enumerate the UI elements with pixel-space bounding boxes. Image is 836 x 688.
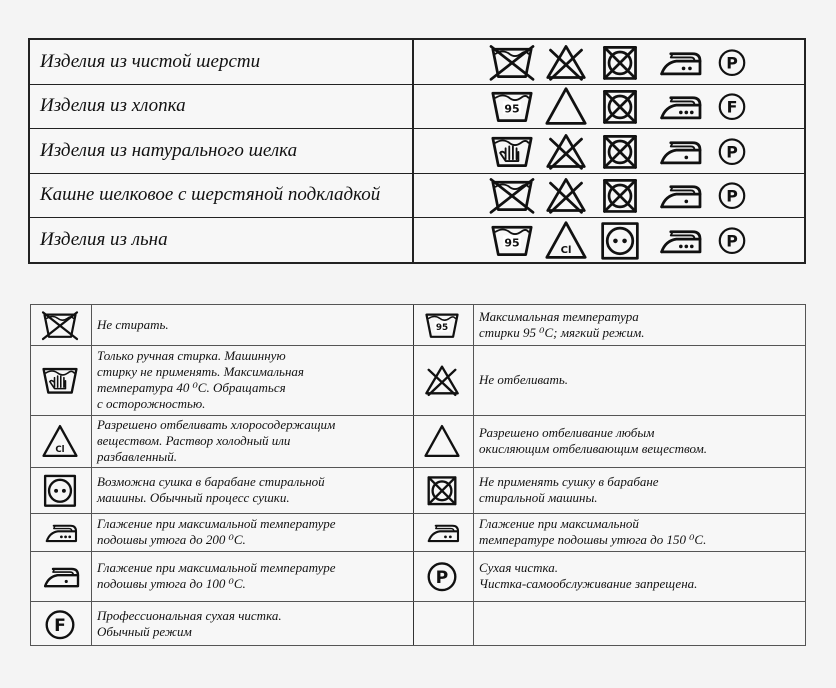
legend-text-line: машины. Обычный процесс сушки.	[97, 490, 290, 505]
legend-cell-right	[413, 551, 795, 601]
fabric-row	[30, 173, 804, 218]
svg-text:Cl: Cl	[560, 244, 572, 256]
legend-text-line: Чистка-самообслуживание запрещена.	[479, 576, 698, 591]
svg-text:F: F	[54, 616, 66, 637]
wash-95-icon	[488, 85, 536, 127]
legend-cell-right	[413, 345, 795, 415]
fabric-label: Изделия из чистой шерсти	[40, 51, 261, 72]
legend-text-line: Не стирать.	[97, 317, 169, 332]
fabric-label: Изделия из хлопка	[40, 95, 186, 117]
iron-2-dots-icon	[652, 41, 706, 83]
legend-text-line: Разрешено отбеливание любым	[479, 425, 655, 440]
legend-text-line: стиральной машины.	[479, 490, 598, 505]
legend-cell-right	[413, 601, 795, 647]
wash-95-icon	[488, 219, 536, 261]
svg-text:P: P	[726, 231, 738, 251]
svg-text:95: 95	[435, 323, 449, 334]
care-symbols-legend-table	[30, 304, 806, 646]
svg-text:P: P	[726, 142, 738, 162]
svg-text:Cl: Cl	[55, 444, 65, 455]
wash-95-icon	[419, 308, 469, 342]
legend-text-line: Только ручная стирка. Машинную	[97, 348, 286, 363]
fabric-icon-group	[412, 218, 806, 262]
dry-clean-p-icon	[714, 219, 750, 261]
legend-cell-left	[31, 601, 413, 647]
fabric-icon-group	[412, 129, 806, 173]
legend-cell-left	[31, 345, 413, 415]
legend-cell-left	[31, 551, 413, 601]
fabric-icon-group	[412, 40, 806, 84]
hand-wash-icon	[37, 362, 87, 398]
legend-text-line: с осторожностью.	[97, 396, 206, 411]
iron-3-dots-icon	[652, 219, 706, 261]
legend-text-line: Сухая чистка.	[479, 560, 559, 575]
legend-cell-right	[413, 513, 795, 551]
svg-text:P: P	[726, 53, 738, 73]
legend-text-line: окисляющим отбеливающим веществом.	[479, 441, 708, 456]
legend-text-line: Разрешено отбеливать хлоросодержащим	[97, 417, 336, 432]
fabric-care-table	[28, 38, 806, 264]
fabric-icon-group	[412, 173, 806, 217]
legend-cell-right	[413, 305, 795, 345]
no-tumble-dry-icon	[596, 41, 644, 83]
dry-clean-f-icon	[37, 606, 87, 642]
legend-text-line: Не отбеливать.	[479, 372, 569, 387]
dry-clean-f-icon	[714, 85, 750, 127]
no-tumble-dry-icon	[596, 130, 644, 172]
legend-text-line: веществом. Раствор холодный или	[97, 433, 291, 448]
legend-text-line: Возможна сушка в барабане стиральной	[97, 474, 325, 489]
no-bleach-icon	[542, 41, 590, 83]
dry-clean-p-icon	[419, 558, 469, 594]
no-tumble-dry-icon	[596, 85, 644, 127]
legend-text-line: Глажение при максимальной температуре	[97, 560, 336, 575]
tumble-dry-icon	[596, 219, 644, 261]
legend-text-line: Обычный режим	[97, 624, 192, 639]
legend-text-line: Не применять сушку в барабане	[479, 474, 659, 489]
legend-text-line: подошвы утюга до 100 ⁰С.	[97, 576, 246, 591]
legend-text-line: Глажение при максимальной	[479, 516, 639, 531]
no-wash-icon	[488, 174, 536, 216]
iron-1-dot-icon	[37, 558, 87, 594]
legend-cell-left	[31, 305, 413, 345]
dry-clean-p-icon	[714, 174, 750, 216]
svg-text:P: P	[726, 186, 738, 206]
fabric-row	[30, 129, 804, 174]
tumble-dry-icon	[37, 472, 87, 508]
bleach-icon	[542, 85, 590, 127]
no-bleach-icon	[542, 174, 590, 216]
dry-clean-p-icon	[714, 130, 750, 172]
legend-text-line: температура 40 ⁰С. Обращаться	[97, 380, 286, 395]
legend-text-line: Профессиональная сухая чистка.	[97, 608, 282, 623]
legend-text-line: разбавленный.	[97, 449, 177, 464]
legend-text-line: Глажение при максимальной температуре	[97, 516, 336, 531]
no-tumble-dry-icon	[596, 174, 644, 216]
svg-text:95: 95	[504, 102, 520, 116]
legend-text-line: стирки 95 ⁰С; мягкий режим.	[479, 325, 645, 340]
legend-cell-left	[31, 513, 413, 551]
legend-cell-right	[413, 467, 795, 513]
svg-text:95: 95	[504, 235, 520, 249]
no-tumble-dry-icon	[419, 472, 469, 508]
iron-3-dots-icon	[652, 85, 706, 127]
fabric-row	[30, 84, 804, 129]
iron-2-dots-icon	[419, 516, 469, 548]
fabric-label: Изделия из льна	[40, 228, 168, 250]
bleach-icon	[419, 423, 469, 459]
fabric-label: Изделия из натурального шелка	[40, 139, 298, 161]
legend-text-line: подошвы утюга до 200 ⁰С.	[97, 532, 246, 547]
legend-text-line: стирку не применять. Максимальная	[97, 364, 304, 379]
no-wash-icon	[37, 308, 87, 342]
dry-clean-p-icon	[714, 41, 750, 83]
svg-text:P: P	[435, 568, 449, 589]
iron-1-dot-icon	[652, 130, 706, 172]
legend-cell-right	[413, 415, 795, 467]
iron-1-dot-icon	[652, 174, 706, 216]
legend-text-line: Максимальная температура	[479, 309, 639, 324]
hand-wash-icon	[488, 130, 536, 172]
legend-cell-left	[31, 415, 413, 467]
legend-text-line: температуре подошвы утюга до 150 ⁰С.	[479, 532, 707, 547]
no-wash-icon	[488, 41, 536, 83]
fabric-label: Кашне шелковое с шерстяной подкладкой	[40, 184, 381, 206]
fabric-row	[30, 40, 804, 85]
fabric-icon-group	[412, 84, 806, 128]
chlorine-bleach-icon	[37, 423, 87, 459]
iron-3-dots-icon	[37, 516, 87, 548]
legend-cell-left	[31, 467, 413, 513]
chlorine-bleach-icon	[542, 219, 590, 261]
fabric-row	[30, 218, 804, 262]
no-bleach-icon	[419, 362, 469, 398]
no-bleach-icon	[542, 130, 590, 172]
svg-text:F: F	[726, 97, 738, 117]
